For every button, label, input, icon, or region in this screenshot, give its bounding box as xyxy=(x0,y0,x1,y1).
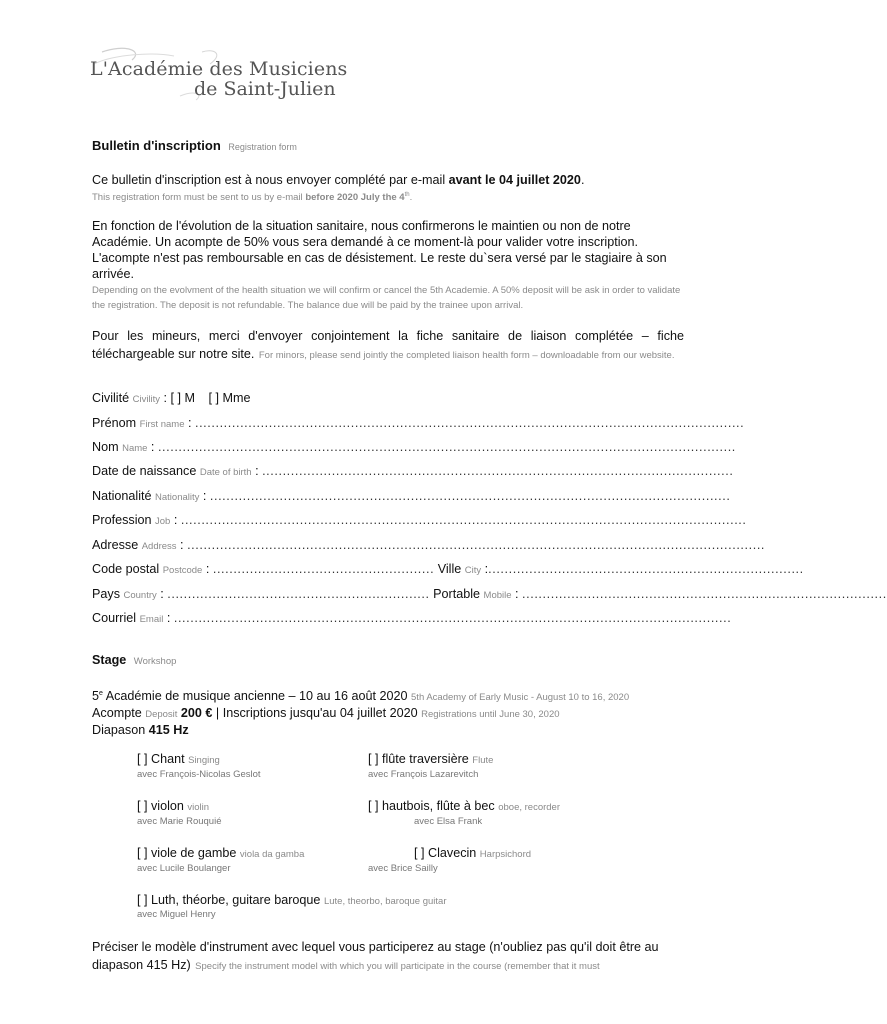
firstname-label: Prénom xyxy=(92,416,137,430)
stage-title-en: Workshop xyxy=(133,656,177,667)
diapason-label: Diapason xyxy=(92,723,149,738)
academy-details xyxy=(92,686,684,738)
instrument-label: [ ] viole de gambe xyxy=(137,846,237,860)
instrument-teacher-luth: avec Miguel Henry xyxy=(137,909,216,920)
instrument-teacher-hautbois: avec Elsa Frank xyxy=(414,816,483,827)
city-sep: : xyxy=(481,562,489,576)
birthdate-field[interactable] xyxy=(92,464,734,482)
email-label-en: Email xyxy=(139,614,164,625)
address-dotted-line[interactable]: ............................................................................................................................................. xyxy=(187,538,766,552)
instrument-teacher-chant: avec François-Nicolas Geslot xyxy=(137,769,261,780)
country-sep: : xyxy=(156,587,168,601)
send-instructions xyxy=(92,172,684,205)
mobile-dotted-line[interactable]: ......................................................................................... xyxy=(522,587,887,601)
mobile-label-en: Mobile xyxy=(483,590,512,601)
civility-field xyxy=(92,391,684,409)
address-label: Adresse xyxy=(92,538,139,552)
form-title xyxy=(92,138,684,153)
firstname-label-en: First name xyxy=(139,419,185,430)
postcode-sep: : xyxy=(202,562,213,576)
send-fr-text: Ce bulletin d'inscription est à nous envoyer complété par e-mail xyxy=(92,173,449,187)
academy-fr: Académie de musique ancienne – 10 au 16 août 2020 xyxy=(102,689,408,704)
send-en-sup: th xyxy=(404,192,410,198)
instrument-teacher-clavecin: avec Brice Sailly xyxy=(368,863,438,874)
instrument-label: [ ] violon xyxy=(137,799,184,813)
instrument-teacher-violon: avec Marie Rouquié xyxy=(137,816,222,827)
name-label: Nom xyxy=(92,440,119,454)
deposit-amount: 200 € xyxy=(180,706,213,721)
nationality-label: Nationalité xyxy=(92,489,152,503)
mobile-label: Portable xyxy=(433,587,481,601)
instrument-label-en: Harpsichord xyxy=(479,849,532,860)
instrument-label-en: Flute xyxy=(472,755,494,766)
deposit-label: Acompte xyxy=(92,706,142,721)
form-title-fr: Bulletin d'inscription xyxy=(92,138,221,153)
instrument-label: [ ] flûte traversière xyxy=(368,752,469,766)
birthdate-label-en: Date of birth xyxy=(199,467,252,478)
instrument-label: [ ] hautbois, flûte à bec xyxy=(368,799,495,813)
diapason-value: 415 Hz xyxy=(148,723,189,738)
instrument-option-hautbois[interactable] xyxy=(368,799,560,813)
instrument-option-chant[interactable] xyxy=(137,752,220,766)
civility-sep: : xyxy=(160,391,171,405)
instrument-label: [ ] Luth, théorbe, guitare baroque xyxy=(137,893,321,907)
nationality-dotted-line[interactable]: ............................................................................................................................... xyxy=(209,489,731,503)
postcode-label: Code postal xyxy=(92,562,160,576)
send-fr-deadline: avant le 04 juillet 2020 xyxy=(448,173,581,187)
registration-deadline: | Inscriptions jusqu'au 04 juillet 2020 xyxy=(212,706,418,721)
country-dotted-line[interactable]: ................................................................ xyxy=(167,587,430,601)
instrument-option-viole[interactable] xyxy=(137,846,304,860)
stage-title: Stage xyxy=(92,653,127,667)
postcode-city-field xyxy=(92,562,804,580)
address-label-en: Address xyxy=(141,541,177,552)
nationality-sep: : xyxy=(199,489,210,503)
instrument-label: [ ] Chant xyxy=(137,752,185,766)
logo-line-1: L'Académie des Musiciens xyxy=(90,58,348,80)
birthdate-sep: : xyxy=(251,464,263,478)
birthdate-dotted-line[interactable]: ................................................................................................................... xyxy=(262,464,734,478)
instrument-option-flute[interactable] xyxy=(368,752,493,766)
instrument-label-en: Lute, theorbo, baroque guitar xyxy=(323,896,447,907)
civility-option-mme[interactable]: [ ] Mme xyxy=(208,391,251,405)
address-sep: : xyxy=(176,538,188,552)
form-title-en: Registration form xyxy=(228,142,297,152)
situation-en: Depending on the evolvment of the health situation we will confirm or cancel the 5th Academie. A 50% deposit will be ask in order to validate the registration. The deposit is not refundable. The balance due will be paid by the trainee upon arrival. xyxy=(92,285,681,311)
name-sep: : xyxy=(147,440,158,454)
firstname-dotted-line[interactable]: ...................................................................................................................................... xyxy=(194,416,745,430)
civility-label-en: Civility xyxy=(132,394,161,405)
academy-number: 5 xyxy=(92,689,100,704)
minors-fr: Pour les mineurs, merci d'envoyer conjointement la fiche sanitaire de liaison complétée – fiche téléchargeable sur notre site. xyxy=(92,329,684,361)
city-label-en: City xyxy=(464,565,482,576)
instrument-label: [ ] Clavecin xyxy=(414,846,477,860)
profession-dotted-line[interactable]: .......................................................................................................................................... xyxy=(180,513,747,527)
health-situation-notice xyxy=(92,218,684,313)
instrument-label-en: Singing xyxy=(188,755,220,766)
instrument-model-fr: Préciser le modèle d'instrument avec lequel vous participerez au stage (n'oubliez pas qu'il doit être au diapason 415 Hz) xyxy=(92,940,659,972)
postcode-label-en: Postcode xyxy=(162,565,203,576)
name-field[interactable] xyxy=(92,440,736,458)
birthdate-label: Date de naissance xyxy=(92,464,197,478)
country-label-en: Country xyxy=(123,590,157,601)
minors-notice xyxy=(92,327,684,363)
email-field[interactable] xyxy=(92,611,732,629)
nationality-field[interactable] xyxy=(92,489,731,507)
instrument-option-luth[interactable] xyxy=(137,893,447,907)
academy-en: 5th Academy of Early Music - August 10 to 16, 2020 xyxy=(411,692,630,704)
send-fr-end: . xyxy=(580,173,585,187)
deposit-line xyxy=(92,705,684,722)
stage-heading xyxy=(92,653,684,667)
instrument-label-en: oboe, recorder xyxy=(498,802,561,813)
email-label: Courriel xyxy=(92,611,137,625)
email-dotted-line[interactable]: ........................................................................................................................................ xyxy=(173,611,732,625)
send-fr xyxy=(92,172,684,188)
civility-option-m[interactable]: [ ] M xyxy=(170,391,196,405)
send-en xyxy=(92,188,684,205)
mobile-sep: : xyxy=(511,587,523,601)
instrument-model-en: Specify the instrument model with which you will participate in the course (remember that it must xyxy=(195,961,600,972)
instrument-option-violon[interactable] xyxy=(137,799,209,813)
name-dotted-line[interactable]: ............................................................................................................................................. xyxy=(157,440,736,454)
profession-field[interactable] xyxy=(92,513,747,531)
logo-line-2: de Saint-Julien xyxy=(194,78,336,100)
situation-fr: En fonction de l'évolution de la situation sanitaire, nous confirmerons le maintien ou non de notre Académie. Un acompte de 50% vous sera demandé à ce moment-là pour valider votre inscription. L'acompte n'est pas remboursable en cas de désistement. Le reste du`sera versé par le stagiaire à son arrivée. xyxy=(92,219,667,281)
instrument-teacher-flute: avec François Lazarevitch xyxy=(368,769,479,780)
academy-line xyxy=(92,686,684,705)
profession-sep: : xyxy=(170,513,181,527)
instrument-label-en: violin xyxy=(187,802,210,813)
instrument-label-en: viola da gamba xyxy=(239,849,305,860)
instrument-option-clavecin[interactable] xyxy=(414,846,531,860)
civility-label: Civilité xyxy=(92,391,130,405)
send-en-deadline: before 2020 July the 4 xyxy=(305,192,405,204)
email-sep: : xyxy=(163,611,174,625)
academy-number-sup: e xyxy=(99,690,103,697)
country-label: Pays xyxy=(92,587,120,601)
name-label-en: Name xyxy=(122,443,148,454)
city-label: Ville xyxy=(437,562,462,576)
diapason-line xyxy=(92,722,684,738)
city-dotted-line[interactable]: ............................................................................. xyxy=(488,562,804,576)
instrument-teacher-viole: avec Lucile Boulanger xyxy=(137,863,231,874)
registration-deadline-en: Registrations until June 30, 2020 xyxy=(421,709,560,721)
deposit-label-en: Deposit xyxy=(145,709,178,721)
minors-en: For minors, please send jointly the completed liaison health form – downloadable from our website. xyxy=(258,350,675,361)
firstname-sep: : xyxy=(184,416,195,430)
instrument-model-notice xyxy=(92,938,684,974)
profession-label: Profession xyxy=(92,513,152,527)
nationality-label-en: Nationality xyxy=(155,492,200,503)
send-en-text: This registration form must be sent to us by e-mail xyxy=(92,192,306,204)
firstname-field[interactable] xyxy=(92,416,745,434)
country-mobile-field xyxy=(92,587,887,605)
academy-logo xyxy=(84,46,348,102)
address-field[interactable] xyxy=(92,538,766,556)
profession-label-en: Job xyxy=(155,516,171,527)
send-en-end: . xyxy=(409,192,413,204)
postcode-dotted-line[interactable]: ...................................................... xyxy=(212,562,435,576)
